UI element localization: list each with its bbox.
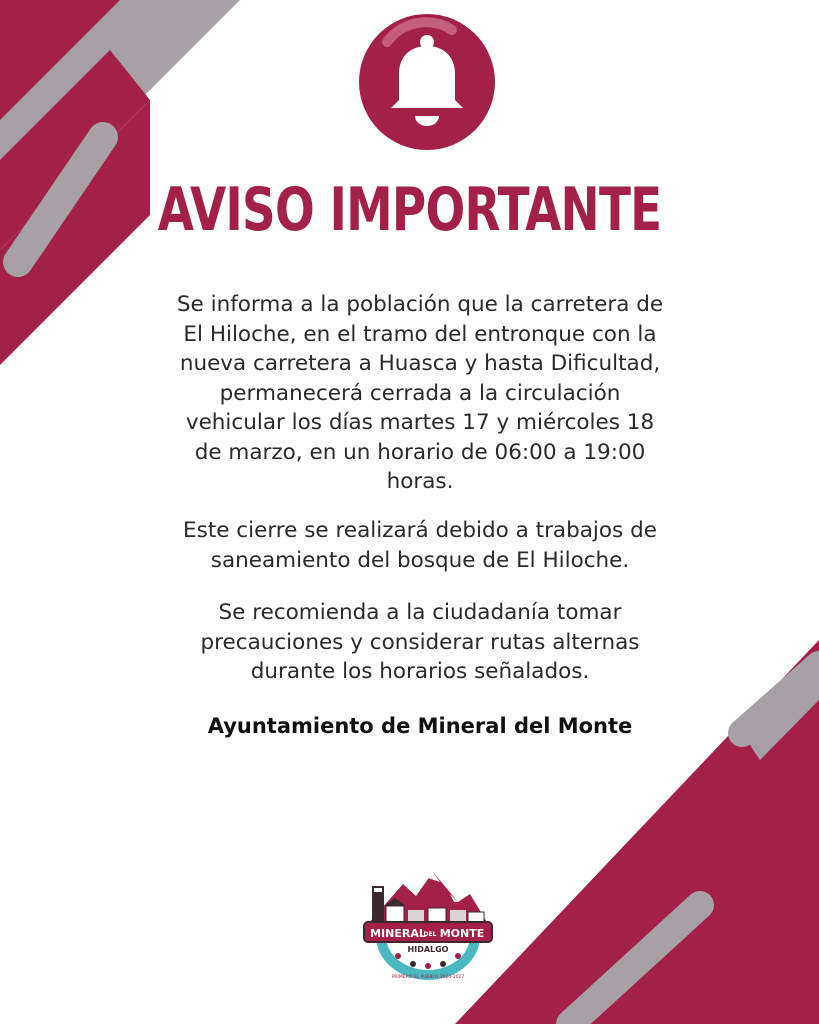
bell-icon [357, 12, 497, 152]
text-line: vehicular los días martes 17 y miércoles 18 [185, 410, 655, 435]
text-line: precauciones y considerar rutas alternas [200, 629, 640, 655]
mine-tower-window [374, 888, 382, 892]
text-line: nueva carretera a Huasca y hasta Dificultad, [179, 351, 661, 376]
ring-dot [395, 953, 401, 959]
signature: Ayuntamiento de Mineral del Monte [207, 714, 633, 738]
text-line: de marzo, en un horario de 06:00 a 19:00 [194, 439, 646, 465]
house-icon-3 [428, 908, 446, 922]
logo-state: HIDALGO [407, 945, 449, 954]
logo-name-right: MONTE [439, 927, 485, 940]
house-icon [386, 906, 404, 922]
ring-dot [410, 961, 416, 967]
text-line: horas. [386, 469, 454, 494]
text-line: Este cierre se realizará debido a trabajos de [183, 518, 657, 543]
text-line: Se informa a la población que la carretera de [176, 292, 664, 317]
paragraph-closure-details [110, 290, 730, 497]
text-line: permanecerá cerrada a la circulación [219, 380, 621, 406]
ring-dot [425, 963, 431, 969]
municipality-logo [358, 864, 498, 984]
text-line: El Hiloche, en el tramo del entronque con la [183, 321, 657, 347]
paragraph-recommendation [110, 598, 730, 687]
ring-dot [455, 953, 461, 959]
logo-motto: PRIMERO EL PUEBLO 2024-2027 [391, 975, 465, 980]
text-line: saneamiento del bosque de El Hiloche. [210, 547, 630, 573]
logo-name-mid: DEL [423, 931, 437, 938]
text-line: durante los horarios señalados. [250, 659, 590, 684]
logo-name-left: MINERAL [370, 927, 426, 940]
ring-dot [440, 961, 446, 967]
house-icon-4 [450, 910, 466, 922]
house-icon-2 [408, 910, 424, 922]
paragraph-reason [110, 516, 730, 575]
house-icon-5 [468, 912, 484, 922]
text-line: Se recomienda a la ciudadanía tomar [218, 600, 622, 625]
notice-title: AVISO IMPORTANTE [157, 175, 662, 245]
